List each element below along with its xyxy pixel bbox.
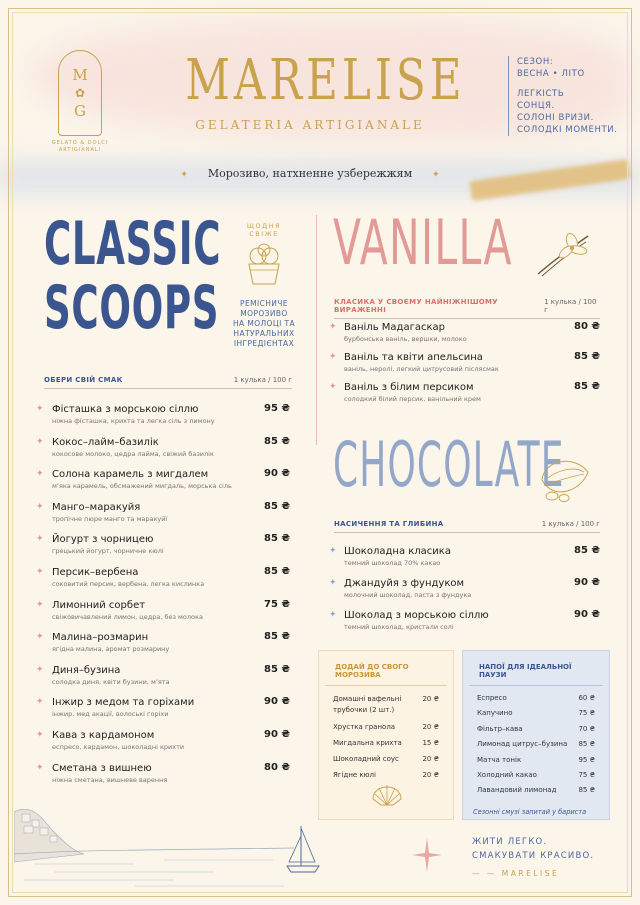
motto [472,835,594,881]
menu-item [52,566,290,590]
sparkle-icon: ✦ [432,170,440,180]
season-note [508,56,618,136]
menu-item [344,577,600,601]
season-value: ВЕСНА • ЛІТО [517,69,585,79]
addon-name: Хрустка гранола [333,723,396,731]
drink-row [463,740,609,748]
item-name: Лимонний сорбет [52,599,146,611]
monogram-logo [50,50,110,154]
season-line: СОЛОНІ ВРИЗИ. [517,113,594,123]
item-price: 90 ₴ [574,577,600,588]
vanilla-subhead-label: КЛАСИКА У СВОЄМУ НАЙНІЖНІШОМУ ВИРАЖЕННІ [334,298,499,314]
item-price: 95 ₴ [264,403,290,414]
ice-cream-cup-icon [244,242,284,286]
item-description: ніжна сметана, вишневе варення [52,775,168,784]
monogram-letter-top: M [72,66,88,84]
addon-name: Ягідне кюлі [333,771,376,779]
menu-item [52,762,290,786]
menu-item [52,631,290,655]
item-description: інжир, мед акації, волоські горіхи [52,710,169,719]
addons-title: ДОДАЙ ДО СВОГО МОРОЗИВА [325,651,447,686]
addon-row [319,723,453,731]
classic-subhead [44,376,292,389]
season-line: СОНЦЯ. [517,101,555,111]
addon-name-line2: трубочки (2 шт.) [333,706,395,714]
drink-name: Матча тонік [477,755,522,764]
brand-block [150,48,470,132]
item-price: 85 ₴ [264,663,290,675]
item-description: ваніль, неролі, легкий цитрусовий післясмак [344,365,499,373]
drink-price: 75 ₴ [578,709,595,718]
classic-title-line2: SCOOPS [44,273,220,343]
star-bullet-icon: ✦ [36,664,44,675]
star-bullet-icon: ✦ [36,534,44,545]
item-description: свіжовичавлений лимон, цедра, без молока [52,612,203,621]
monogram-letter-bottom: G [74,102,86,120]
drink-price: 95 ₴ [578,755,595,764]
addon-price: 20 ₴ [422,695,439,703]
chocolate-portion: 1 кулька / 100 г [541,520,600,528]
item-description: солодка диня, квіти бузини, м’ята [52,677,170,686]
star-bullet-icon: ✦ [329,322,337,332]
addon-price: 20 ₴ [422,723,439,731]
crafted-line: НАТУРАЛЬНИХ [233,329,295,338]
item-description: темний шоколад, кристали солі [344,623,454,631]
menu-item [52,664,290,688]
motto-line2: СМАКУВАТИ КРАСИВО. [472,851,595,861]
star-bullet-icon: ✦ [329,578,337,588]
item-price: 85 ₴ [574,545,600,556]
addon-price: 15 ₴ [422,739,439,747]
drink-name: Лавандовий лимонад [477,786,557,795]
item-name: Шоколадна класика [344,546,451,557]
slogan-text: Морозиво, натхненне узбережжям [207,167,413,180]
seashell-icon [369,775,405,809]
item-price: 85 ₴ [264,435,290,447]
brand-name: MARELISE [185,48,466,113]
vanilla-subhead [334,298,600,319]
star-bullet-icon: ✦ [36,599,44,610]
classic-subhead-label: ОБЕРИ СВІЙ СМАК [44,376,123,384]
item-name: Сметана з вишнею [52,762,152,774]
season-label: СЕЗОН: [517,57,554,67]
menu-item [52,696,290,720]
monogram-sub1: GELATO & DOLCI [51,140,109,146]
star-bullet-icon: ✦ [36,501,44,512]
season-line: СОЛОДКІ МОМЕНТИ. [517,125,618,135]
item-description: солодкий білий персик, ванільний крем [344,395,481,403]
star-bullet-icon: ✦ [36,697,44,708]
addon-row [319,739,453,747]
item-name: Ваніль з білим персиком [344,382,474,393]
item-price: 90 ₴ [574,609,600,620]
item-name: Диня–бузина [52,664,121,676]
addon-row [319,755,453,763]
item-price: 85 ₴ [264,566,290,577]
item-description: ніжна фісташка, крихта та легка сіль з лимону [52,417,215,425]
menu-item [344,351,600,375]
item-price: 90 ₴ [264,468,290,480]
item-description: тропічне пюре манго та маракуйї [52,514,168,523]
menu-item [344,609,600,633]
vanilla-divider [316,215,317,445]
chocolate-subhead [334,520,600,533]
monogram-sub2: ARTIGIANALI [58,147,102,153]
drink-row [463,756,609,764]
addon-name: Мигдальна крихта [333,739,402,747]
coastline-illustration [14,792,294,892]
star-bullet-icon: ✦ [36,436,44,447]
item-price: 85 ₴ [264,631,290,643]
slogan [150,167,470,180]
cacao-pod-icon [534,450,594,506]
vanilla-flower-icon [532,228,592,280]
menu-item [52,729,290,753]
star-icon [412,838,442,876]
item-price: 85 ₴ [574,351,600,362]
drink-row [463,786,609,794]
menu-item [52,468,290,492]
drink-name: Фільтр–кава [477,724,523,733]
star-bullet-icon: ✦ [329,382,337,392]
item-name: Ваніль та квіти апельсина [344,352,483,363]
item-name: Солона карамель з мигдалем [52,469,209,481]
drink-name: Капучино [477,709,513,718]
item-description: темний шоколад 70% какао [344,559,441,567]
star-bullet-icon: ✦ [36,567,44,577]
star-bullet-icon: ✦ [36,632,44,643]
menu-item [52,533,290,557]
crafted-line: ІНГРЕДІЄНТАХ [233,339,295,348]
sparkle-icon: ✦ [180,170,188,180]
item-name: Кава з кардамоном [52,730,155,741]
drink-row [463,694,609,702]
crafted-line: МОРОЗИВО [240,309,288,318]
drink-price: 85 ₴ [578,786,595,795]
drinks-title: НАПОЇ ДЛЯ ІДЕАЛЬНОЇ ПАУЗИ [469,651,603,686]
sailboat-icon [283,822,323,878]
drink-name: Лимонад цитрус–бузина [477,740,568,749]
item-name: Джандуйя з фундуком [344,578,465,589]
drink-name: Холодний какао [477,770,537,779]
vanilla-title: VANILLA [333,206,513,279]
menu-item [344,381,600,405]
menu-item [344,321,600,345]
fresh-badge [234,222,294,290]
star-bullet-icon: ✦ [36,404,44,414]
addon-row [319,694,453,716]
star-bullet-icon: ✦ [329,610,337,620]
item-price: 90 ₴ [264,729,290,740]
menu-item [52,403,290,427]
motto-line1: ЖИТИ ЛЕГКО. [472,837,548,847]
item-price: 80 ₴ [264,761,290,773]
drinks-note: Сезонні смузі запитай у бариста [473,807,587,816]
drink-price: 60 ₴ [578,694,595,702]
item-name: Йогурт з чорницею [52,534,154,546]
addon-price: 20 ₴ [422,755,439,763]
item-price: 75 ₴ [264,598,290,610]
star-bullet-icon: ✦ [36,762,44,773]
item-name: Кокос–лайм–базилік [52,436,159,448]
vanilla-portion: 1 кулька / 100 г [544,298,597,314]
menu-item [52,501,290,525]
addons-box [318,650,454,820]
drink-name: Еспресо [477,694,507,702]
drink-price: 85 ₴ [578,740,595,749]
item-price: 90 ₴ [264,696,290,708]
item-name: Шоколад з морською сіллю [344,610,489,621]
star-bullet-icon: ✦ [36,730,44,740]
item-name: Малина–розмарин [52,632,149,644]
crafted-note [226,299,302,349]
chocolate-title: CHOCOLATE [333,428,565,501]
flower-icon: ✿ [74,86,86,100]
item-price: 85 ₴ [264,500,290,512]
crafted-line: НА МОЛОЦІ ТА [232,319,295,328]
season-line: ЛЕГКІСТЬ [517,89,565,99]
classic-portion: 1 кулька / 100 г [233,376,292,384]
item-price: 85 ₴ [574,381,600,392]
item-price: 85 ₴ [264,533,290,545]
menu-item [52,599,290,623]
crafted-line: РЕМІСНИЧЕ [240,299,288,308]
item-name: Персик–вербена [52,567,139,578]
addon-price: 20 ₴ [422,771,439,779]
addon-name: Шоколадний соус [333,755,399,763]
item-name: Інжир з медом та горіхами [52,697,195,709]
item-price: 80 ₴ [574,321,600,332]
star-bullet-icon: ✦ [36,469,44,480]
classic-title-line1: CLASSIC [44,209,222,279]
item-description: грецький йогурт, чорничне кюлі [52,547,164,556]
addon-name: Домашні вафельні [333,695,402,703]
drink-row [463,709,609,717]
item-description: молочний шоколад, паста з фундука [344,591,472,599]
motto-signature: — — MARELISE [472,869,560,878]
menu-item [52,436,290,460]
item-description: соковитий персик, вербена, легка кислинка [52,580,205,588]
chocolate-subhead-label: НАСИЧЕННЯ ТА ГЛИБИНА [334,520,444,528]
fresh-badge-text: ЩОДНЯ СВІЖЕ [246,222,282,238]
star-bullet-icon: ✦ [329,352,337,362]
item-name: Ваніль Мадагаскар [344,322,445,333]
item-description: м’яка карамель, обсмажений мигдаль, морська сіль [52,482,232,491]
item-description: бурбонська ваніль, вершки, молоко [344,335,467,343]
drinks-box [462,650,610,820]
item-description: еспресо, кардамон, шоколадні крихти [52,743,185,751]
item-name: Фісташка з морською сіллю [52,404,199,415]
brand-tagline: GELATERIA ARTIGIANALE [195,118,425,132]
menu-item [344,545,600,569]
star-bullet-icon: ✦ [329,546,337,556]
drink-row [463,725,609,733]
item-description: кокосове молоко, цедра лайма, свіжий базилік [52,449,214,458]
drink-price: 70 ₴ [578,724,595,733]
drink-row [463,771,609,779]
item-name: Манго–маракуйя [52,501,141,513]
item-description: ягідна малина, аромат розмарину [52,645,170,654]
drink-price: 75 ₴ [578,770,595,779]
